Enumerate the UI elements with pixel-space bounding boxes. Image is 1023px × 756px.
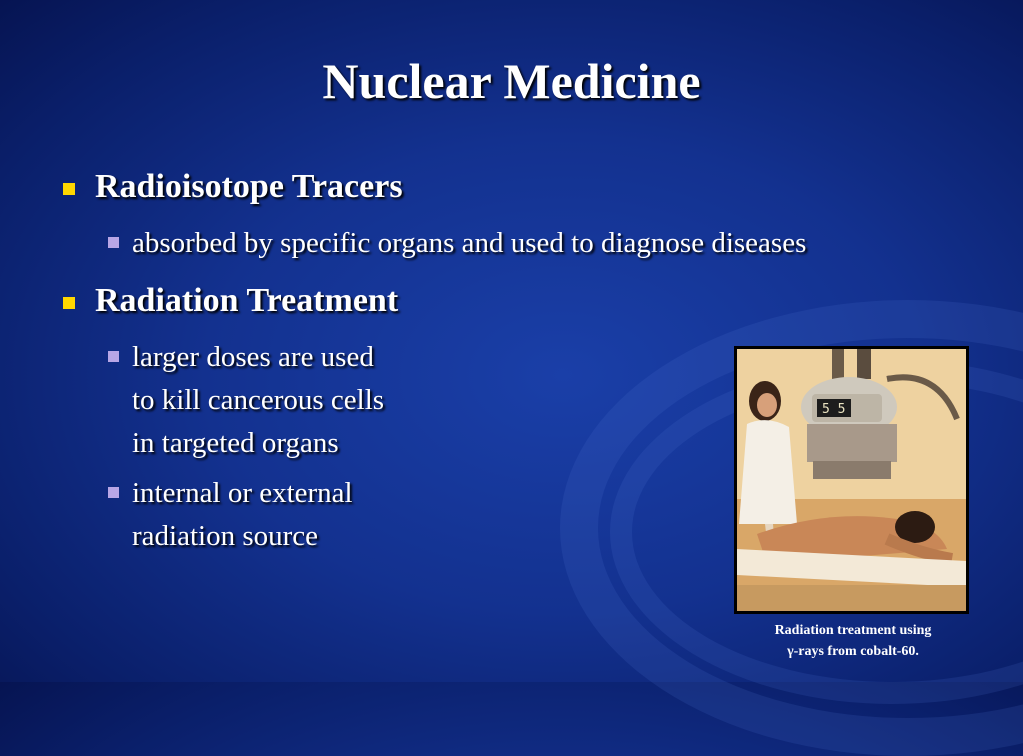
- square-bullet-icon: [108, 351, 119, 362]
- bullet-text: Radioisotope Tracers: [95, 168, 403, 205]
- caption-line: γ-rays from cobalt-60.: [787, 644, 919, 659]
- sub-bullet-larger-doses: [108, 336, 384, 465]
- bullet-radiation-treatment: [63, 282, 398, 320]
- machine-display: 5 5: [822, 402, 846, 417]
- square-bullet-icon: [63, 297, 75, 309]
- treatment-illustration: [737, 349, 966, 611]
- sub-bullet-line: absorbed by specific organs and used to diagnose diseases: [132, 227, 807, 259]
- radiation-treatment-photo: [734, 346, 969, 614]
- sub-bullet-line: internal or external: [132, 477, 353, 509]
- square-bullet-icon: [63, 183, 75, 195]
- bullet-radioisotope-tracers: [63, 168, 403, 206]
- square-bullet-icon: [108, 487, 119, 498]
- sub-bullet-diagnose: [108, 222, 806, 265]
- square-bullet-icon: [108, 237, 119, 248]
- sub-bullet-line: radiation source: [132, 520, 319, 552]
- sub-bullet-line: in targeted organs: [132, 427, 339, 459]
- caption-line: Radiation treatment using: [774, 623, 932, 638]
- photo-caption: [734, 620, 972, 662]
- sub-bullet-radiation-source: [108, 472, 353, 558]
- bullet-text: Radiation Treatment: [95, 282, 399, 319]
- sub-bullet-line: to kill cancerous cells: [132, 384, 385, 416]
- slide-title: Nuclear Medicine: [322, 53, 701, 109]
- sub-bullet-line: larger doses are used: [132, 341, 374, 373]
